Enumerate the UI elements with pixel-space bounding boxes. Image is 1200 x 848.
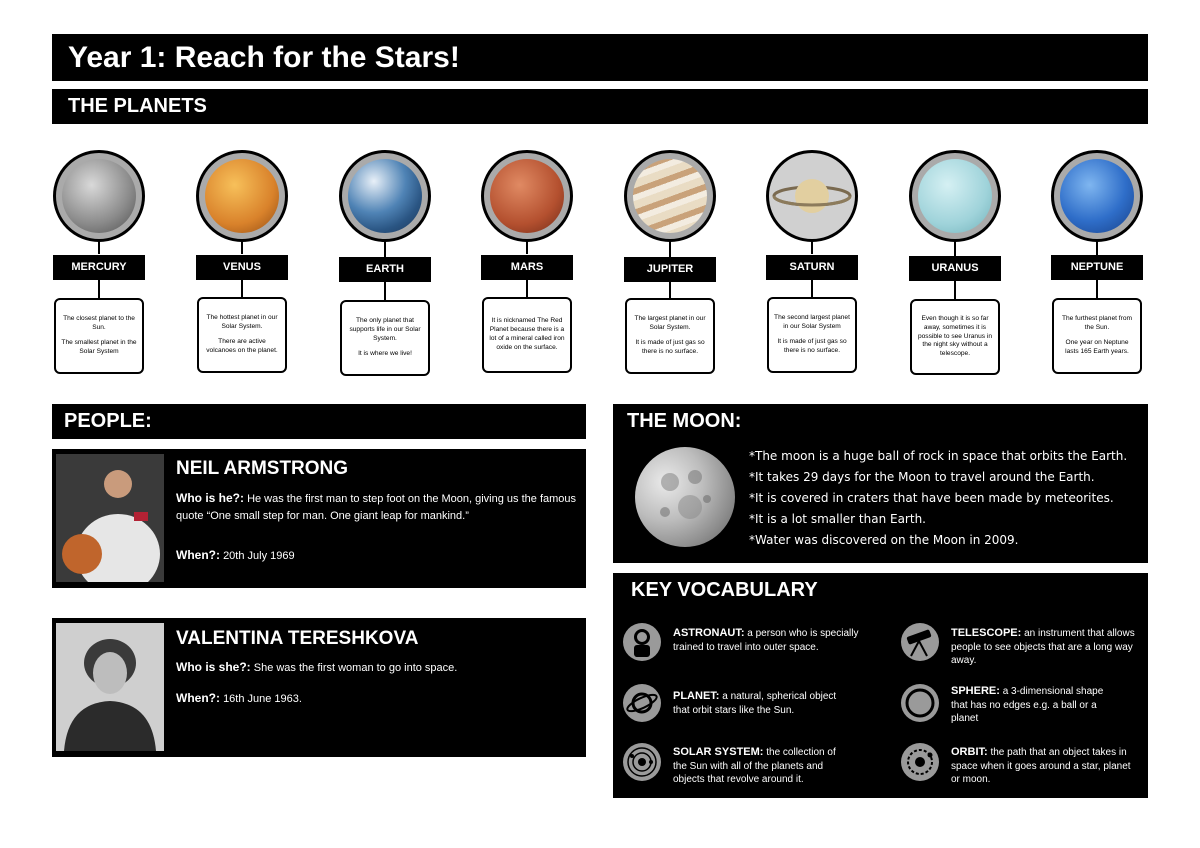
astronaut-icon — [623, 623, 661, 661]
moon-image — [635, 447, 735, 547]
planet-info: The largest planet in our Solar System. It is made of just gas so there is no surface. — [625, 298, 715, 374]
vocab-item-telescope: TELESCOPE: an instrument that allows people to see objects that are a long way away. — [951, 627, 1135, 667]
planet-info: The closest planet to the Sun. The smallest planet in the Solar System — [54, 298, 144, 374]
planet-card-jupiter — [605, 150, 735, 380]
planet-name: NEPTUNE — [1051, 255, 1143, 280]
planets-heading: THE PLANETS — [52, 89, 1148, 124]
moon-panel — [613, 439, 1148, 563]
planet-name: JUPITER — [624, 257, 716, 282]
venus-image — [196, 150, 288, 242]
jupiter-image — [624, 150, 716, 242]
planet-card-earth — [320, 150, 450, 380]
planet-card-venus — [177, 150, 307, 380]
neptune-image — [1051, 150, 1143, 242]
person-card-valentina-tereshkova — [52, 618, 586, 757]
person-name: NEIL ARMSTRONG — [176, 458, 349, 479]
person-who: Who is he?: He was the first man to step foot on the Moon, giving us the famous quote “One small step for man. One giant leap for mankind.” — [176, 491, 577, 522]
sphere-icon — [901, 684, 939, 722]
planet-info: Even though it is so far away, sometimes it is possible to see Uranus in the night sky without a telescope. — [910, 299, 1000, 375]
moon-fact: *The moon is a huge ball of rock in space that orbits the Earth. — [749, 449, 1128, 463]
planet-name: SATURN — [766, 255, 858, 280]
planet-card-mars — [462, 150, 592, 380]
person-when: When?: 20th July 1969 — [176, 548, 295, 562]
uranus-image — [909, 150, 1001, 242]
planet-info: The furthest planet from the Sun. One year on Neptune lasts 165 Earth years. — [1052, 298, 1142, 374]
moon-fact: *Water was discovered on the Moon in 2009. — [749, 533, 1019, 547]
vocab-item-sphere: SPHERE: a 3-dimensional shape that has no edges e.g. a ball or a planet — [951, 685, 1104, 725]
planet-info: The second largest planet in our Solar System It is made of just gas so there is no surface. — [767, 297, 857, 373]
planet-info: The only planet that supports life in our Solar System. It is where we live! — [340, 300, 430, 376]
planet-card-uranus — [890, 150, 1020, 380]
moon-fact: *It is a lot smaller than Earth. — [749, 512, 926, 526]
moon-fact: *It takes 29 days for the Moon to travel around the Earth. — [749, 470, 1095, 484]
vocab-item-solar-system: SOLAR SYSTEM: the collection of the Sun with all of the planets and objects that revolve around it. — [673, 746, 836, 786]
moon-heading: THE MOON: — [613, 404, 1148, 439]
planet-icon — [623, 684, 661, 722]
people-heading: PEOPLE: — [52, 404, 586, 439]
page-title: Year 1: Reach for the Stars! — [52, 34, 1148, 81]
person-card-neil-armstrong — [52, 449, 586, 588]
planet-card-saturn — [747, 150, 877, 380]
planet-name: VENUS — [196, 255, 288, 280]
planet-card-mercury — [34, 150, 164, 380]
planet-name: URANUS — [909, 256, 1001, 281]
earth-image — [339, 150, 431, 242]
person-name: VALENTINA TERESHKOVA — [176, 628, 419, 649]
planet-info: The hottest planet in our Solar System. There are active volcanoes on the planet. — [197, 297, 287, 373]
vocab-panel — [613, 573, 1148, 798]
vocab-item-planet: PLANET: a natural, spherical object that orbit stars like the Sun. — [673, 690, 837, 716]
telescope-icon — [901, 623, 939, 661]
planet-name: MERCURY — [53, 255, 145, 280]
mercury-image — [53, 150, 145, 242]
planet-info: It is nicknamed The Red Planet because there is a lot of a mineral called iron oxide on the surface. — [482, 297, 572, 373]
mars-image — [481, 150, 573, 242]
planet-name: MARS — [481, 255, 573, 280]
saturn-image — [766, 150, 858, 242]
person-who: Who is she?: She was the first woman to go into space. — [176, 660, 458, 674]
planet-name: EARTH — [339, 257, 431, 282]
vocab-item-orbit: ORBIT: the path that an object takes in space when it goes around a star, planet or moon. — [951, 746, 1131, 786]
orbit-icon — [901, 743, 939, 781]
person-when: When?: 16th June 1963. — [176, 691, 302, 705]
vocab-heading: KEY VOCABULARY — [631, 579, 818, 601]
neil-armstrong-photo — [56, 454, 164, 582]
valentina-tereshkova-photo — [56, 623, 164, 751]
vocab-item-astronaut: ASTRONAUT: a person who is specially trained to travel into outer space. — [673, 627, 859, 653]
solar-system-icon — [623, 743, 661, 781]
planet-card-neptune — [1032, 150, 1162, 380]
moon-fact: *It is covered in craters that have been made by meteorites. — [749, 491, 1114, 505]
